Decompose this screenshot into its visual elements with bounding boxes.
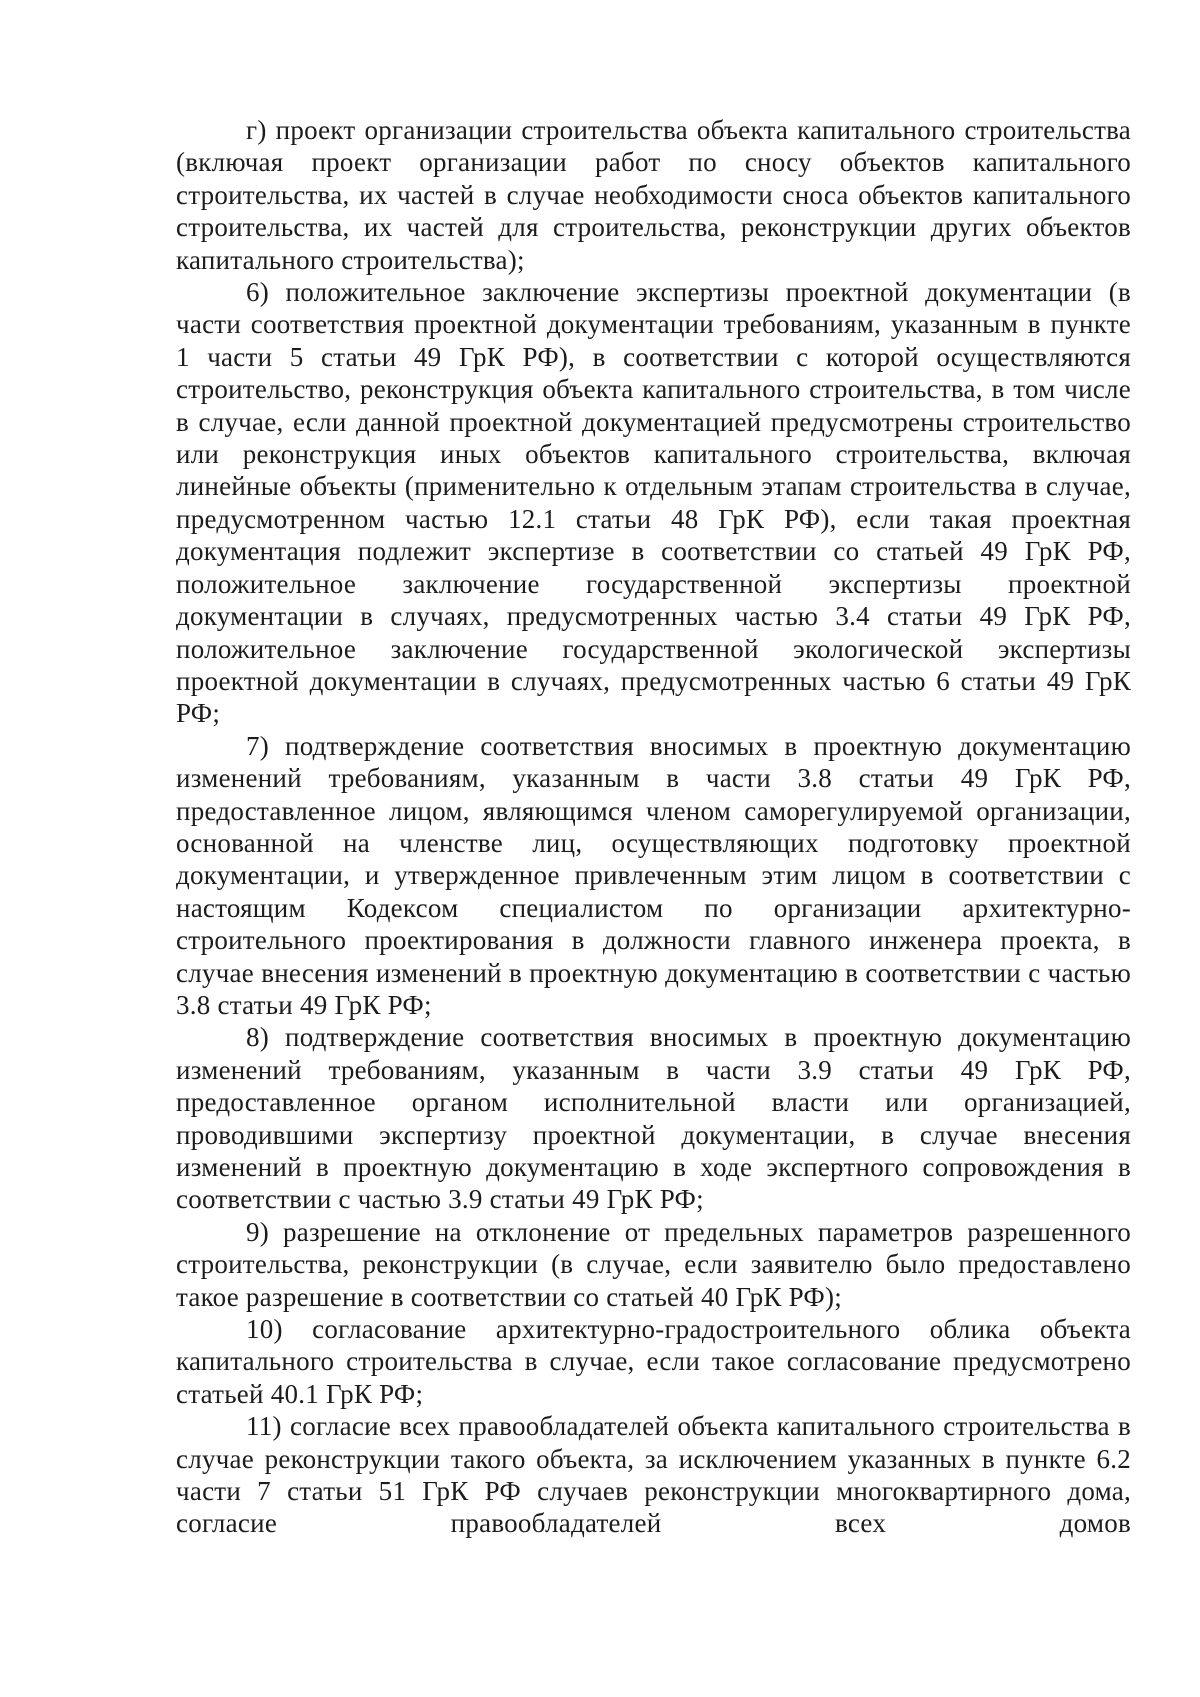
- paragraph-11: 11) согласие всех правообладателей объекта капитального строительства в случае реконструкции такого объекта, за исключением указанных в пункте 6.2 части 7 статьи 51 ГрК РФ случаев реконструкции многоквартирного дома, согласие правообладателей всех домов: [176, 1411, 1131, 1539]
- paragraph-10: 10) согласование архитектурно-градостроительного облика объекта капитального строительства в случае, если такое согласование предусмотрено статьей 40.1 ГрК РФ;: [176, 1314, 1131, 1409]
- paragraph-g: г) проект организации строительства объекта капитального строительства (включая проект организации работ по сносу объектов капитального строительства, их частей в случае необходимости сноса объектов капитального строительства, их частей для строительства, реконструкции других объектов капитального строительства);: [176, 115, 1131, 275]
- paragraph-7: 7) подтверждение соответствия вносимых в проектную документацию изменений требованиям, указанным в части 3.8 статьи 49 ГрК РФ, предоставленное лицом, являющимся членом саморегулируемой организации, основанной на членстве лиц, осуществляющих подготовку проектной документации, и утвержденное привлеченным этим лицом в соответствии с настоящим Кодексом специалистом по организации архитектурно-строительного проектирования в должности главного инженера проекта, в случае внесения изменений в проектную документацию в соответствии с частью 3.8 статьи 49 ГрК РФ;: [176, 730, 1131, 1020]
- paragraph-6: 6) положительное заключение экспертизы проектной документации (в части соответствия проектной документации требованиям, указанным в пункте 1 части 5 статьи 49 ГрК РФ), в соответствии с которой осуществляются строительство, реконструкция объекта капитального строительства, в том числе в случае, если данной проектной документацией предусмотрены строительство или реконструкция иных объектов капитального строительства, включая линейные объекты (применительно к отдельным этапам строительства в случае, предусмотренном частью 12.1 статьи 48 ГрК РФ), если такая проектная документация подлежит экспертизе в соответствии со статьей 49 ГрК РФ, положительное заключение государственной экспертизы проектной документации в случаях, предусмотренных частью 3.4 статьи 49 ГрК РФ, положительное заключение государственной экологической экспертизы проектной документации в случаях, предусмотренных частью 6 статьи 49 ГрК РФ;: [176, 277, 1131, 729]
- paragraph-8: 8) подтверждение соответствия вносимых в проектную документацию изменений требованиям, указанным в части 3.9 статьи 49 ГрК РФ, предоставленное органом исполнительной власти или организацией, проводившими экспертизу проектной документации, в случае внесения изменений в проектную документацию в ходе экспертного сопровождения в соответствии с частью 3.9 статьи 49 ГрК РФ;: [176, 1022, 1131, 1215]
- document-body: [176, 114, 1131, 1540]
- paragraph-9: 9) разрешение на отклонение от предельных параметров разрешенного строительства, реконструкции (в случае, если заявителю было предоставлено такое разрешение в соответствии со статьей 40 ГрК РФ);: [176, 1216, 1131, 1312]
